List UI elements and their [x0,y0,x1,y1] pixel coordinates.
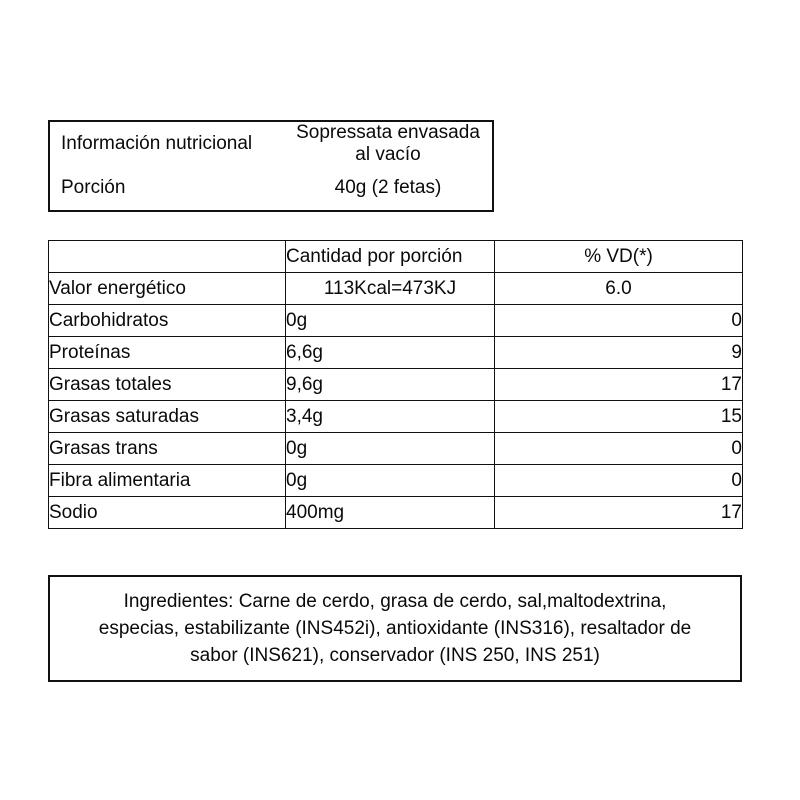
column-header-daily-value: % VD(*) [495,241,743,273]
column-header-nutrient [49,241,286,273]
table-row [49,305,743,337]
table-row [49,273,743,305]
portion-value: 40g (2 fetas) [334,177,442,199]
nutrient-daily-value: 9 [495,337,743,369]
nutrient-amount: 400mg [286,497,495,529]
nutrient-name: Sodio [49,497,286,529]
table-row [49,369,743,401]
ingredients-line: sabor (INS621), conservador (INS 250, INS 251) [190,645,600,666]
nutrient-amount: 3,4g [286,401,495,433]
ingredients-line: especias, estabilizante (INS452i), antioxidante (INS316), resaltador de [98,618,692,639]
nutrient-name: Grasas trans [49,433,286,465]
nutrient-amount: 0g [286,433,495,465]
portion-label: Porción [61,177,126,199]
nutrient-amount: 113Kcal=473KJ [286,273,495,305]
table-row [49,401,743,433]
nutrient-daily-value: 0 [495,305,743,337]
nutrient-amount: 0g [286,465,495,497]
table-row [49,465,743,497]
nutrient-name: Valor energético [49,273,286,305]
nutrient-amount: 9,6g [286,369,495,401]
nutrient-name: Proteínas [49,337,286,369]
column-header-amount: Cantidad por porción [286,241,495,273]
nutrient-name: Fibra alimentaria [49,465,286,497]
product-header-grid [50,122,492,210]
nutrient-daily-value: 17 [495,369,743,401]
ingredients-box [48,575,742,682]
nutrient-daily-value: 15 [495,401,743,433]
product-name-value: Sopressata envasada al vacío [296,122,480,166]
product-header-box [48,120,494,212]
nutrition-table-body [49,241,743,529]
nutrient-daily-value: 17 [495,497,743,529]
nutrient-amount: 0g [286,305,495,337]
table-row [49,497,743,529]
table-header-row [49,241,743,273]
table-row [49,337,743,369]
nutrition-info-label: Información nutricional [61,133,253,155]
table-row [49,433,743,465]
nutrient-daily-value: 6.0 [495,273,743,305]
nutrient-name: Grasas totales [49,369,286,401]
nutrient-name: Carbohidratos [49,305,286,337]
ingredients-line: Ingredientes: Carne de cerdo, grasa de cerdo, sal,maltodextrina, [123,591,667,612]
nutrient-name: Grasas saturadas [49,401,286,433]
nutrition-facts-table [48,240,743,529]
nutrient-daily-value: 0 [495,433,743,465]
nutrient-daily-value: 0 [495,465,743,497]
nutrient-amount: 6,6g [286,337,495,369]
